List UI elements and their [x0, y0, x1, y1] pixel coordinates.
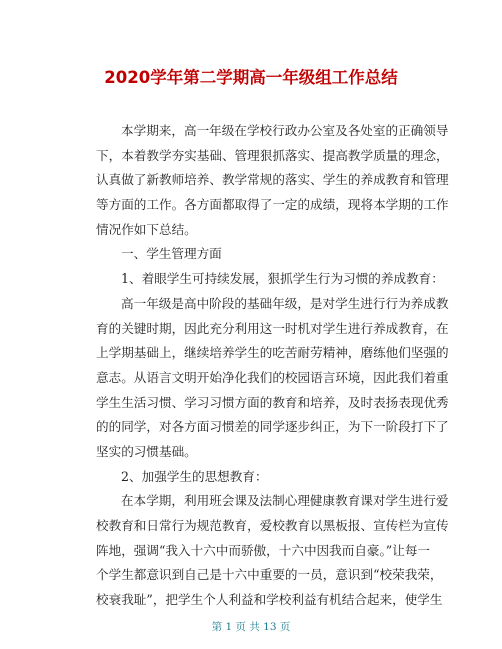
paragraph-line: 情况作如下总结。	[96, 221, 197, 237]
paragraph-line: 意志。从语言文明开始净化我们的校园语言环境，因此我们着重	[96, 369, 449, 385]
document-title: 2020学年第二学期高一年级组工作总结	[104, 68, 398, 87]
paragraph-line: 的的同学，对各方面习惯差的同学逐步纠正，为下一阶段打下了	[96, 419, 449, 435]
paragraph-line: 坚实的习惯基础。	[96, 443, 197, 459]
paragraph-line: 校教育和日常行为规范教育，爱校教育以黑板报、宣传栏为宣传	[96, 518, 449, 533]
paragraph-line: 本学期来，高一年级在学校行政办公室及各处室的正确领导	[121, 123, 449, 138]
document-body	[96, 119, 449, 613]
paragraph-line: 下，本着教学夯实基础、管理狠抓落实、提高教学质量的理念，	[96, 147, 449, 163]
subsection-heading: 2、加强学生的思想教育：	[121, 468, 268, 484]
paragraph-line: 高一年级是高中阶段的基础年级，是对学生进行行为养成教	[121, 295, 449, 311]
paragraph-line: 学生生活习惯、学习习惯方面的教育和培养，及时表扬表现优秀	[96, 394, 449, 410]
page-number-footer: 第 1 页 共 13 页	[211, 621, 291, 633]
section-heading: 一、学生管理方面	[121, 246, 222, 262]
paragraph-line: 阵地，强调“我入十六中而骄傲，十六中因我而自豪。”让每一	[96, 542, 431, 558]
paragraph-line: 在本学期，利用班会课及法制心理健康教育课对学生进行爱	[121, 493, 449, 509]
paragraph-line: 个学生都意识到自己是十六中重要的一员，意识到“校荣我荣，	[96, 567, 443, 583]
paragraph-line: 认真做了新教师培养、教学常规的落实、学生的养成教育和管理	[96, 172, 449, 188]
paragraph-line: 育的关键时期，因此充分利用这一时机对学生进行养成教育，在	[96, 320, 449, 336]
paragraph-line: 校衰我耻”，把学生个人利益和学校利益有机结合起来，使学生	[96, 592, 443, 608]
paragraph-line: 上学期基础上，继续培养学生的吃苦耐劳精神，磨练他们坚强的	[96, 345, 449, 361]
subsection-heading: 1、着眼学生可持续发展，狠抓学生行为习惯的养成教育：	[121, 271, 444, 287]
paragraph-line: 等方面的工作。各方面都取得了一定的成绩，现将本学期的工作	[96, 197, 449, 213]
